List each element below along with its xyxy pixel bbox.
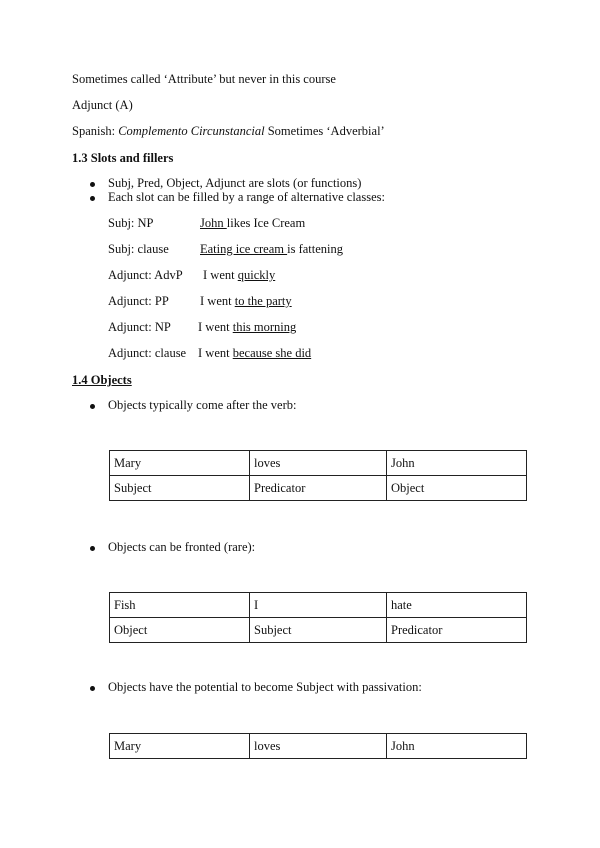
example-label: Adjunct: NP [108, 320, 171, 334]
example-filler: to the party [234, 294, 292, 308]
slots-bullet-2: Each slot can be filled by a range of alternative classes: [108, 190, 385, 204]
spanish-term: Complemento Circunstancial [118, 124, 265, 138]
bullet-icon [90, 404, 95, 409]
bullet-icon [90, 546, 95, 551]
example-sentence [198, 346, 311, 361]
example-label: Adjunct: clause [108, 346, 187, 360]
example-pre: I went [200, 294, 235, 308]
table-cell: Fish [110, 593, 250, 618]
table-cell: John [387, 734, 527, 759]
table-cell: I [250, 593, 387, 618]
example-sentence [200, 242, 343, 257]
objects-bullet-after-verb: Objects typically come after the verb: [108, 398, 297, 412]
table-cell: loves [250, 734, 387, 759]
example-label: Adjunct: PP [108, 294, 169, 308]
table-row [110, 476, 527, 501]
table-cell: hate [387, 593, 527, 618]
bullet-icon [90, 196, 95, 201]
objects-bullet-passivation: Objects have the potential to become Subject with passivation: [108, 680, 422, 694]
intro-line-spanish [72, 124, 385, 139]
table-row [110, 593, 527, 618]
table-cell: Mary [110, 451, 250, 476]
example-post: is fattening [287, 242, 343, 256]
example-filler: this morning [232, 320, 297, 334]
heading-slots-and-fillers: 1.3 Slots and fillers [72, 151, 174, 165]
table-cell: Subject [250, 618, 387, 643]
heading-objects: 1.4 Objects [72, 373, 132, 387]
example-label: Adjunct: AdvP [108, 268, 183, 282]
example-filler: quickly [237, 268, 276, 282]
slots-bullet-1: Subj, Pred, Object, Adjunct are slots (or functions) [108, 176, 362, 190]
objects-bullet-fronted: Objects can be fronted (rare): [108, 540, 256, 554]
example-label: Subj: NP [108, 216, 154, 230]
table-cell: loves [250, 451, 387, 476]
example-filler: because she did [232, 346, 312, 360]
table-cell: Mary [110, 734, 250, 759]
example-pre: I went [203, 268, 238, 282]
example-pre: I went [198, 346, 233, 360]
table-row [110, 618, 527, 643]
example-post: likes Ice Cream [226, 216, 306, 230]
table-cell: Object [387, 476, 527, 501]
example-sentence [200, 294, 292, 309]
table-cell: Object [110, 618, 250, 643]
table-row [110, 451, 527, 476]
example-sentence [200, 216, 305, 231]
spanish-suffix: Sometimes ‘Adverbial’ [264, 124, 385, 138]
table-cell: Predicator [250, 476, 387, 501]
example-pre: I went [198, 320, 233, 334]
objects-fronted-table [109, 592, 527, 643]
intro-line-adjunct: Adjunct (A) [72, 98, 133, 112]
example-label: Subj: clause [108, 242, 169, 256]
spanish-prefix: Spanish: [72, 124, 119, 138]
bullet-icon [90, 182, 95, 187]
example-sentence [198, 320, 296, 335]
example-filler: Eating ice cream [200, 242, 288, 256]
example-filler: John [200, 216, 227, 230]
bullet-icon [90, 686, 95, 691]
example-sentence [203, 268, 275, 283]
objects-after-verb-table [109, 450, 527, 501]
intro-line-attribute: Sometimes called ‘Attribute’ but never in this course [72, 72, 336, 86]
table-cell: John [387, 451, 527, 476]
table-row [110, 734, 527, 759]
table-cell: Subject [110, 476, 250, 501]
objects-passivation-table [109, 733, 527, 759]
table-cell: Predicator [387, 618, 527, 643]
